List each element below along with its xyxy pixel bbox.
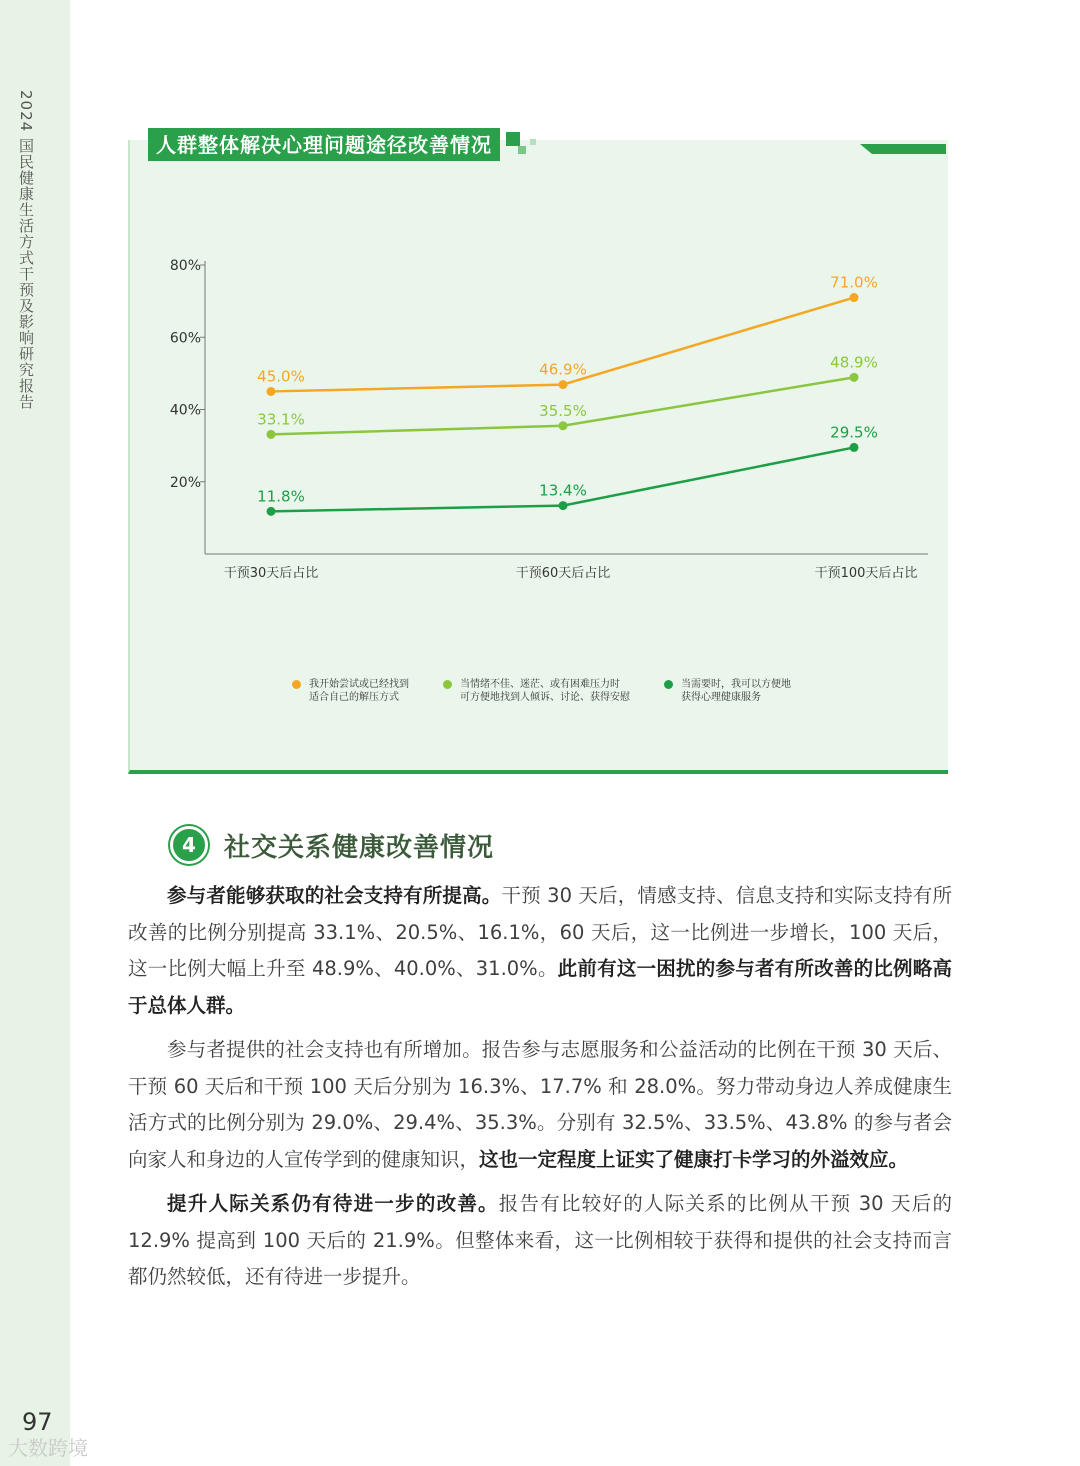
y-tick-label: 60%	[169, 330, 201, 347]
data-point	[267, 430, 276, 439]
paragraph	[128, 1186, 952, 1296]
section-number-badge: 4	[170, 826, 208, 864]
data-label: 33.1%	[257, 410, 305, 429]
legend-label: 当需要时，我可以方便地 获得心理健康服务	[681, 679, 791, 703]
legend-label: 我开始尝试或已经找到 适合自己的解压方式	[309, 679, 409, 703]
paragraph-text: 干预 30 天后，情感支持、信息支持和实际支持有所改善的比例分别提高 33.1%、20.5%、16.1%，60 天后，这一比例进一步增长，100 天后，这一比例大幅上升至 48.9%、40.0%、31.0%。	[128, 884, 952, 980]
data-point	[850, 373, 859, 382]
paragraph-emphasis: 此前有这一困扰的参与者有所改善的比例略高于总体人群。	[128, 957, 952, 1017]
paragraph	[128, 878, 952, 1024]
legend-item	[664, 678, 791, 704]
x-tick-label: 干预30天后占比	[223, 566, 319, 581]
watermark: 大数跨境	[8, 1436, 88, 1460]
legend-dot-light-green	[443, 680, 452, 689]
paragraph-text: 参与者提供的社会支持也有所增加。报告参与志愿服务和公益活动的比例在干预 30 天后、干预 60 天后和干预 100 天后分别为 16.3%、17.7% 和 28.0%。努力带动身边人养成健康生活方式的比例分别为 29.0%、29.4%、35.3%。分别有 32.5%、33.5%、43.8% 的参与者会向家人和身边的人宣传学到的健康知识，	[128, 1038, 952, 1171]
data-point	[267, 387, 276, 396]
chart-legend	[292, 678, 791, 704]
x-tick-label: 干预60天后占比	[515, 566, 611, 581]
data-label: 48.9%	[830, 353, 878, 372]
data-label: 45.0%	[257, 367, 305, 386]
paragraph-lead: 参与者能够获取的社会支持有所提高。	[167, 884, 502, 907]
data-point	[850, 293, 859, 302]
paragraph-lead: 提升人际关系仍有待进一步的改善。	[167, 1192, 499, 1215]
data-label: 11.8%	[257, 487, 305, 506]
data-label: 13.4%	[539, 481, 587, 500]
y-tick-label: 40%	[169, 402, 201, 419]
chart-title: 人群整体解决心理问题途径改善情况	[148, 128, 500, 161]
paragraph-text: 报告有比较好的人际关系的比例从干预 30 天后的 12.9% 提高到 100 天后的 21.9%。但整体来看，这一比例相较于获得和提供的社会支持而言都仍然较低，还有待进一步提升。	[128, 1192, 952, 1288]
data-point	[559, 380, 568, 389]
paragraph-emphasis: 这也一定程度上证实了健康打卡学习的外溢效应。	[479, 1147, 909, 1171]
page-number: 97	[22, 1408, 53, 1436]
data-point	[559, 501, 568, 510]
legend-dot-orange	[292, 680, 301, 689]
y-tick-label: 20%	[169, 474, 201, 491]
line-chart	[128, 140, 948, 660]
legend-label: 当情绪不佳、迷茫、或有困难压力时 可方便地找到人倾诉、讨论、获得安慰	[460, 679, 630, 703]
body-text	[128, 878, 952, 1304]
section-title: 社交关系健康改善情况	[224, 832, 495, 863]
data-label: 29.5%	[830, 423, 878, 442]
data-point	[559, 421, 568, 430]
data-label: 35.5%	[539, 401, 587, 420]
legend-item	[443, 678, 630, 704]
data-point	[850, 443, 859, 452]
legend-item	[292, 678, 409, 704]
section-heading	[170, 826, 494, 864]
x-tick-label: 干预100天后占比	[814, 566, 918, 581]
data-label: 71.0%	[830, 273, 878, 292]
data-point	[267, 507, 276, 516]
legend-dot-green	[664, 680, 673, 689]
y-tick-label: 80%	[169, 258, 201, 274]
report-side-title: 2024 国民健康生活方式干预及影响研究报告	[17, 90, 35, 410]
chart-lines	[257, 274, 878, 516]
data-label: 46.9%	[539, 360, 587, 379]
paragraph	[128, 1032, 952, 1178]
